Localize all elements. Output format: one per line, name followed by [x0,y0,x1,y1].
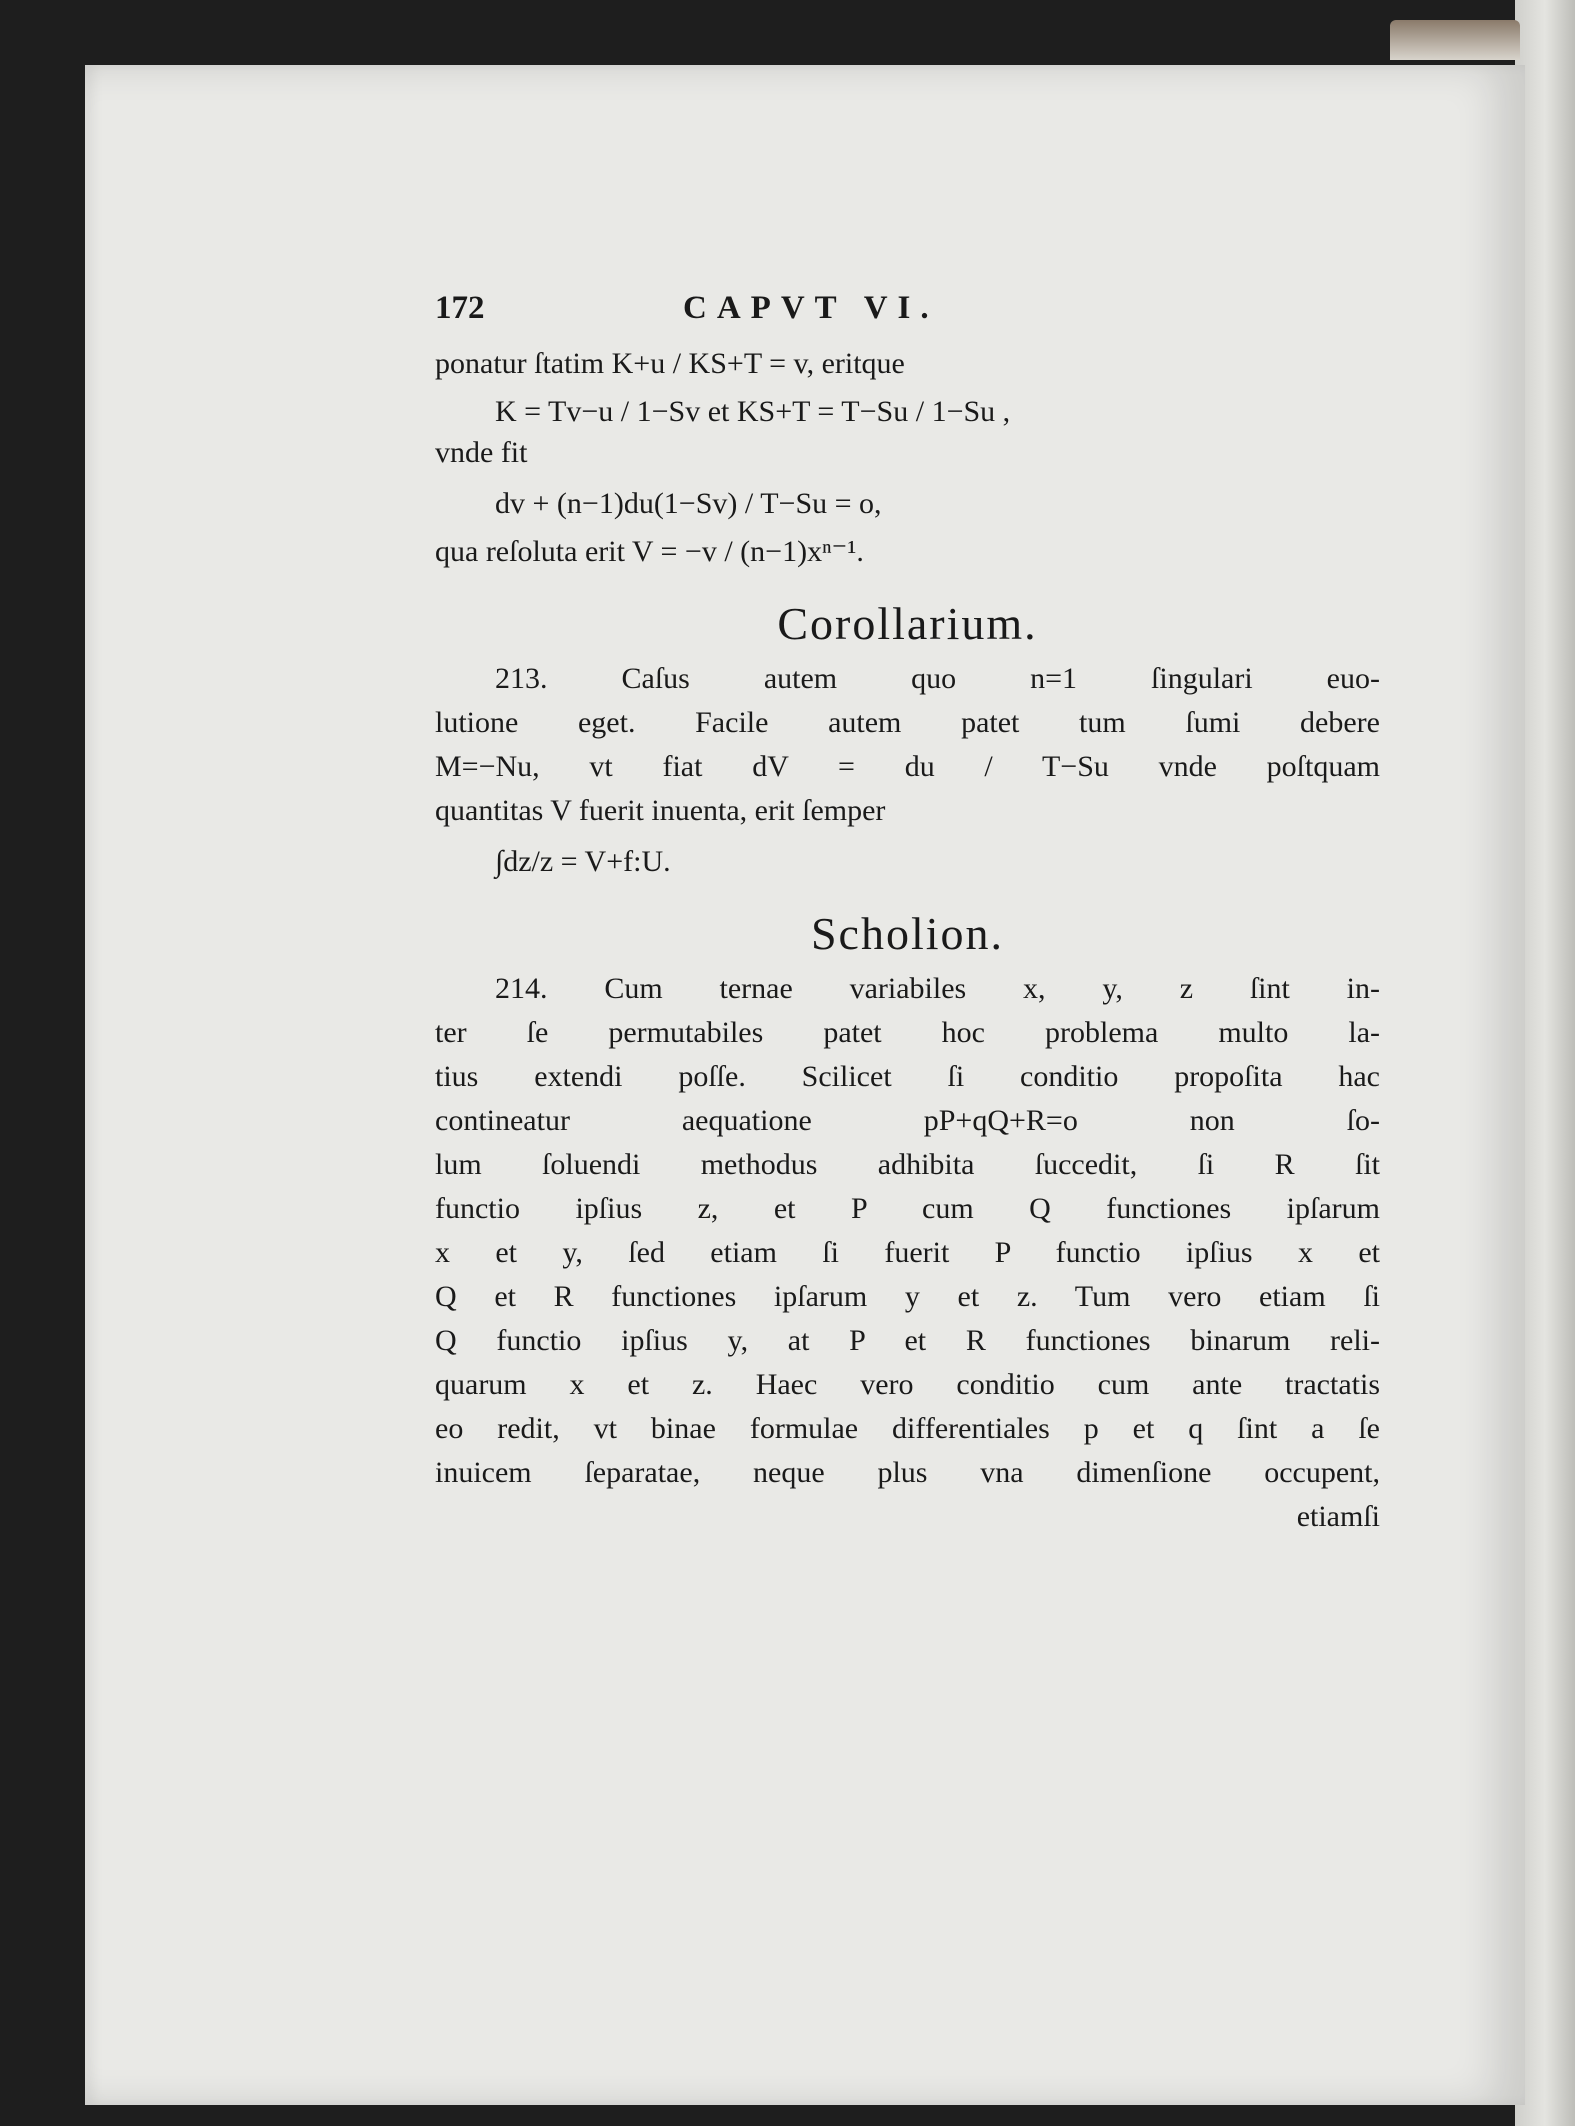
text-line: lum ſoluendi methodus adhibita ſuccedit, ſi R ſit [435,1148,1380,1181]
text-line: 213. Caſus autem quo n=1 ſingulari euo- [495,662,1380,695]
text-line: ∫dz/z = V+f:U. [495,845,671,878]
running-head [435,290,1380,340]
page-stack-edge [1390,20,1520,60]
text-line: dv + (n−1)du(1−Sv) / T−Su = o, [495,487,882,520]
text-line: K = Tv−u / 1−Sv et KS+T = T−Su / 1−Su , [495,395,1011,428]
text-line: inuicem ſeparatae, neque plus vna dimenſione occupent, [435,1456,1380,1489]
text-line: x et y, ſed etiam ſi fuerit P functio ipſius x et [435,1236,1380,1269]
text-block [435,290,1380,1544]
corollarium-heading: Corollarium. [777,598,1038,649]
text-line: quantitas V fuerit inuenta, erit ſemper [435,794,886,827]
text-line: contineatur aequatione pP+qQ+R=o non ſo- [435,1104,1380,1137]
text-line: M=−Nu, vt fiat dV = du / T−Su vnde poſtquam [435,750,1380,783]
text-line: eo redit, vt binae formulae differentiales p et q ſint a ſe [435,1412,1380,1445]
text-line: Q et R functiones ipſarum y et z. Tum vero etiam ſi [435,1280,1380,1313]
opening-formulas [435,340,1380,576]
text-line: 214. Cum ternae variabiles x, y, z ſint in- [495,972,1380,1005]
page-number: 172 [435,290,485,326]
scholion-heading: Scholion. [810,908,1005,959]
text-line: ponatur ſtatim K+u / KS+T = v, eritque [435,347,905,380]
text-line: quarum x et z. Haec vero conditio cum ante tractatis [435,1368,1380,1401]
scholion-body [435,972,1380,1544]
text-line: ter ſe permutabiles patet hoc problema multo la- [435,1016,1380,1049]
text-line: tius extendi poſſe. Scilicet ſi conditio propoſita hac [435,1060,1380,1093]
text-line: lutione eget. Facile autem patet tum ſumi debere [435,706,1380,739]
corollarium-body [435,662,1380,886]
text-line: vnde fit [435,436,528,469]
text-line: qua reſoluta erit V = −v / (n−1)xⁿ⁻¹. [435,535,864,568]
chapter-title: CAPVT VI. [683,290,939,326]
text-line: functio ipſius z, et P cum Q functiones ipſarum [435,1192,1380,1225]
text-line: Q functio ipſius y, at P et R functiones binarum reli- [435,1324,1380,1357]
catchword: etiamſi [1296,1500,1380,1533]
